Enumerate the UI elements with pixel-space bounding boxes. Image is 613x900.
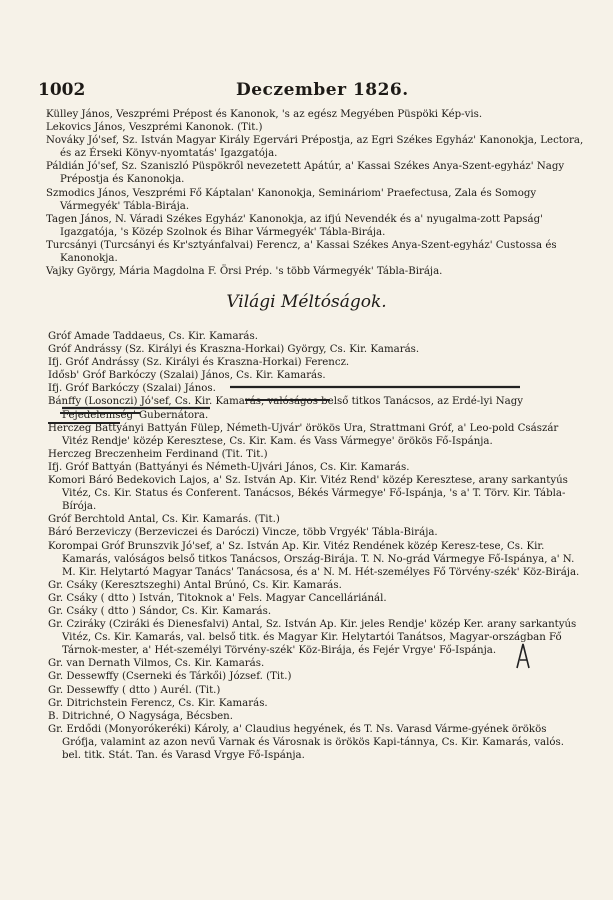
list-entry: Báró Berzeviczy (Berzeviczei és Daróczi) Vincze, több Vrgyék' Tábla-Birája. — [48, 527, 438, 539]
list-entry: Vajky György, Mária Magdolna F. Örsi Prép. 's több Vármegyék' Tábla-Birája. — [46, 266, 443, 278]
list-entry: Gr. Csáky ( dtto ) István, Titoknok a' Fels. Magyar Cancelláriánál. — [48, 592, 387, 604]
list-entry: Gr. Cziráky (Cziráki és Dienesfalvi) Antal, Sz. István Ap. Kir. jeles Rendje' közép Ker. arany sarkantyús Vitéz, Cs. Kir. Kamarás, val. belső titk. és Magyar Kir. Helytartói Tanátsos, Magyar-országban Fő Tárnok-mester, a' Hét-személyi Törvény-szék' Köz-Birája, és Fejér Vrgye' Fő-Ispánja. — [48, 619, 577, 657]
list-entry: Herczeg Battyányi Battyán Fülep, Németh-Ujvár' örökös Ura, Strattmani Gróf, a' Leo-pold Császár Vitéz Rendje' közép Keresztese, Cs. Kir. Kam. és Vass Vármegye' örökös Fő-Ispánja. — [48, 422, 559, 447]
list-entry: Komori Báró Bedekovich Lajos, a' Sz. István Ap. Kir. Vitéz Rend' közép Keresztese, arany sarkantyús Vitéz, Cs. Kir. Status és Conferent. Tanácsos, Békés Vármegye' Fő-Ispánja, 's a' T. Törv. Kir. Tábla-Bírója. — [48, 475, 568, 513]
section-heading: Világi Méltóságok. — [226, 292, 387, 312]
list-entry: Gróf Berchtold Antal, Cs. Kir. Kamarás. (Tit.) — [48, 514, 280, 526]
list-entry: Gr. Csáky ( dtto ) Sándor, Cs. Kir. Kamarás. — [48, 605, 272, 617]
list-entry: Korompai Gróf Brunszvik Jó'sef, a' Sz. István Ap. Kir. Vitéz Rendének közép Keresz-tese, Cs. Kir. Kamarás, valóságos belső titkos Tanácsos, Ország-Birája. T. N. No-grád Vármegye Fő-Ispánya, a' N. M. Kir. Helytartó Magyar Tanács' Tanácsosa, és a' N. M. Hét-személyes Fő Törvény-szék' Köz-Birája. — [48, 540, 580, 578]
list-entry: Herczeg Breczenheim Ferdinand (Tit. Tit.) — [48, 448, 268, 460]
list-entry: Turcsányi (Turcsányi és Kr'sztyánfalvai) Ferencz, a' Kassai Székes Anya-Szent-egyház' Custossa és Kanonokja. — [46, 239, 557, 265]
list-entry: Tagen János, N. Váradi Székes Egyház' Kanonokja, az ifjú Nevendék és a' nyugalma-zott Papság' Igazgatója, 's Közép Szolnok és Bihar Vármegyék' Tábla-Birája. — [46, 213, 543, 238]
list-entry: Gr. van Dernath Vilmos, Cs. Kir. Kamarás. — [48, 658, 265, 670]
list-entry: Gr. Dessewffy ( dtto ) Aurél. (Tit.) — [48, 684, 221, 696]
list-entry: Ifj. Gróf Battyán (Battyányi és Németh-Ujvári János, Cs. Kir. Kamarás. — [48, 461, 410, 473]
list-entry: Külley János, Veszprémi Prépost és Kanonok, 's az egész Megyében Püspöki Kép-vis. — [46, 109, 483, 120]
list-entry: Gr. Csáky (Keresztszeghi) Antal Brúnó, Cs. Kir. Kamarás. — [48, 579, 342, 591]
list-entry: Idősb' Gróf Barkóczy (Szalai) János, Cs. Kir. Kamarás. — [48, 370, 326, 382]
list-entry: Gr. Ditrichstein Ferencz, Cs. Kir. Kamarás. — [48, 697, 268, 709]
list-entry: Gr. Erdődi (Monyorókeréki) Károly, a' Claudius hegyének, és T. Ns. Varasd Várme-gyének örökös Grófja, valamint az azon nevű Varnak és Városnak is örökös Kapi-tánnya, Cs. Kir. Kamarás, valós. bel. titk. Stát. Tan. és Varasd Vrgye Fő-Ispánja. — [48, 723, 564, 761]
list-entry: Lekovics János, Veszprémi Kanonok. (Tit.) — [46, 122, 263, 134]
ecclesiastical-list — [46, 108, 586, 278]
list-entry: Gr. Dessewffy (Cserneki és Tárkői) József. (Tit.) — [48, 671, 292, 683]
page-number: 1002 — [38, 80, 86, 100]
page-title: Deczember 1826. — [236, 80, 409, 100]
list-entry: Bánffy (Losonczi) Jó'sef, Cs. Kir. Kamarás, valóságos belső titkos Tanácsos, az Erdé-lyi Nagy Fejedelemség' Gubernátora. — [48, 396, 524, 421]
secular-list — [48, 330, 583, 762]
list-entry: B. Ditrichné, O Nagysága, Bécsben. — [48, 710, 233, 722]
list-entry: Gróf Andrássy (Sz. Királyi és Kraszna-Horkai) György, Cs. Kir. Kamarás. — [48, 344, 420, 356]
list-entry: Gróf Amade Taddaeus, Cs. Kir. Kamarás. — [48, 331, 258, 342]
page-header — [38, 80, 578, 102]
list-entry: Ifj. Gróf Andrássy (Sz. Királyi és Kraszna-Horkai) Ferencz. — [48, 357, 350, 369]
list-entry: Szmodics János, Veszprémi Fő Káptalan' Kanonokja, Semináriom' Praefectusa, Zala és Somogy Vármegyék' Tábla-Birája. — [46, 187, 537, 212]
list-entry: Nováky Jó'sef, Sz. István Magyar Király Egervári Prépostja, az Egri Székes Egyház' Kanonokja, Lectora, és az Érseki Könyv-nyomtatás' Igazgatója. — [46, 135, 584, 160]
list-entry: Ifj. Gróf Barkóczy (Szalai) János. — [48, 383, 216, 395]
list-entry: Páldián Jó'sef, Sz. Szaniszló Püspökről nevezetett Apátúr, a' Kassai Székes Anya-Szent-egyház' Nagy Prépostja és Kanonokja. — [46, 161, 565, 186]
